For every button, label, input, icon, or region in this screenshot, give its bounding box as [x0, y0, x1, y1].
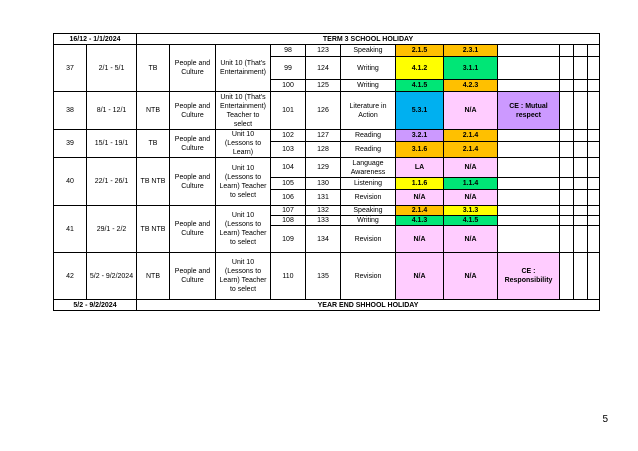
blank-cell: [588, 45, 600, 57]
page-number: 126: [306, 92, 341, 130]
blank-cell: [588, 130, 600, 142]
standard-complementary: 2.1.4: [444, 142, 498, 158]
lesson-number: 104: [271, 158, 306, 178]
page-number: 127: [306, 130, 341, 142]
standard-complementary: 1.1.4: [444, 178, 498, 190]
cross-curricular: [498, 216, 560, 226]
blank-cell: [574, 190, 588, 206]
blank-cell: [574, 57, 588, 80]
skill: Reading: [341, 130, 396, 142]
blank-cell: [574, 45, 588, 57]
standard-main: 5.3.1: [396, 92, 444, 130]
blank-cell: [560, 190, 574, 206]
blank-cell: [560, 158, 574, 178]
week-number: 39: [54, 130, 87, 158]
blank-cell: [560, 216, 574, 226]
unit: Unit 10 (Lessons to Learn) Teacher to select: [216, 206, 271, 253]
blank-cell: [560, 57, 574, 80]
week-date: 15/1 - 19/1: [87, 130, 137, 158]
week-number: 37: [54, 45, 87, 92]
blank-cell: [560, 226, 574, 253]
blank-cell: [574, 226, 588, 253]
cross-curricular: [498, 158, 560, 178]
lesson-number: 102: [271, 130, 306, 142]
book-type: NTB: [137, 253, 170, 300]
standard-complementary: 4.1.5: [444, 216, 498, 226]
table-row: [54, 253, 600, 300]
page-number: 130: [306, 178, 341, 190]
lesson-number: 99: [271, 57, 306, 80]
standard-main: 3.1.6: [396, 142, 444, 158]
unit: Unit 10 (Lessons to Learn) Teacher to select: [216, 158, 271, 206]
skill: Reading: [341, 142, 396, 158]
blank-cell: [574, 92, 588, 130]
skill: Listening: [341, 178, 396, 190]
cross-curricular: [498, 80, 560, 92]
standard-main: 2.1.4: [396, 206, 444, 216]
unit: Unit 10 (That's Entertainment): [216, 45, 271, 92]
lesson-number: 98: [271, 45, 306, 57]
standard-main: 4.1.3: [396, 216, 444, 226]
blank-cell: [588, 190, 600, 206]
week-date: 5/2 - 9/2/2024: [87, 253, 137, 300]
blank-cell: [560, 253, 574, 300]
blank-cell: [574, 158, 588, 178]
standard-main: LA: [396, 158, 444, 178]
blank-cell: [574, 253, 588, 300]
blank-cell: [588, 178, 600, 190]
holiday-label: YEAR END SHHOOL HOLIDAY: [137, 300, 600, 311]
book-type: TB: [137, 45, 170, 92]
theme: People and Culture: [170, 130, 216, 158]
page-number: 123: [306, 45, 341, 57]
standard-complementary: N/A: [444, 92, 498, 130]
blank-cell: [560, 80, 574, 92]
theme: People and Culture: [170, 206, 216, 253]
standard-complementary: 3.1.1: [444, 57, 498, 80]
blank-cell: [588, 206, 600, 216]
holiday-row-yearend: [54, 300, 600, 311]
page-number: 134: [306, 226, 341, 253]
table-row: [54, 92, 600, 130]
standard-complementary: 3.1.3: [444, 206, 498, 216]
blank-cell: [574, 130, 588, 142]
book-type: TB NTB: [137, 206, 170, 253]
standard-main: 4.1.5: [396, 80, 444, 92]
blank-cell: [588, 216, 600, 226]
theme: People and Culture: [170, 45, 216, 92]
week-date: 8/1 - 12/1: [87, 92, 137, 130]
skill: Writing: [341, 216, 396, 226]
blank-cell: [574, 142, 588, 158]
blank-cell: [560, 206, 574, 216]
skill: Revision: [341, 190, 396, 206]
lesson-number: 106: [271, 190, 306, 206]
week-number: 38: [54, 92, 87, 130]
standard-main: N/A: [396, 253, 444, 300]
lesson-number: 101: [271, 92, 306, 130]
standard-complementary: N/A: [444, 190, 498, 206]
week-number: 40: [54, 158, 87, 206]
page-number: 132: [306, 206, 341, 216]
blank-cell: [574, 178, 588, 190]
blank-cell: [574, 80, 588, 92]
skill: Revision: [341, 226, 396, 253]
blank-cell: [588, 92, 600, 130]
lesson-number: 100: [271, 80, 306, 92]
unit: Unit 10 (Lessons to Learn) Teacher to select: [216, 253, 271, 300]
page-number: 125: [306, 80, 341, 92]
theme: People and Culture: [170, 92, 216, 130]
table-row: [54, 158, 600, 178]
lesson-number: 103: [271, 142, 306, 158]
unit: Unit 10 (That's Entertainment) Teacher to select: [216, 92, 271, 130]
page-number: 133: [306, 216, 341, 226]
page-number-footer: 5: [602, 414, 608, 425]
page-number: 128: [306, 142, 341, 158]
cross-curricular: CE : Responsibility: [498, 253, 560, 300]
blank-cell: [588, 253, 600, 300]
theme: People and Culture: [170, 253, 216, 300]
blank-cell: [588, 158, 600, 178]
standard-complementary: 2.1.4: [444, 130, 498, 142]
book-type: NTB: [137, 92, 170, 130]
page-number: 131: [306, 190, 341, 206]
unit: Unit 10 (Lessons to Learn): [216, 130, 271, 158]
blank-cell: [560, 178, 574, 190]
standard-main: N/A: [396, 190, 444, 206]
blank-cell: [588, 142, 600, 158]
week-date: 2/1 - 5/1: [87, 45, 137, 92]
standard-main: 2.1.5: [396, 45, 444, 57]
blank-cell: [560, 45, 574, 57]
skill: Revision: [341, 253, 396, 300]
cross-curricular: [498, 206, 560, 216]
cross-curricular: [498, 130, 560, 142]
holiday-label: TERM 3 SCHOOL HOLIDAY: [137, 34, 600, 45]
lesson-number: 107: [271, 206, 306, 216]
week-date: 29/1 - 2/2: [87, 206, 137, 253]
lesson-number: 109: [271, 226, 306, 253]
standard-main: 4.1.2: [396, 57, 444, 80]
week-date: 22/1 - 26/1: [87, 158, 137, 206]
holiday-row-term3: [54, 34, 600, 45]
book-type: TB: [137, 130, 170, 158]
blank-cell: [560, 92, 574, 130]
blank-cell: [588, 80, 600, 92]
cross-curricular: [498, 178, 560, 190]
holiday-date: 16/12 - 1/1/2024: [54, 34, 137, 45]
lesson-number: 108: [271, 216, 306, 226]
standard-main: N/A: [396, 226, 444, 253]
page-number: 135: [306, 253, 341, 300]
standard-complementary: N/A: [444, 253, 498, 300]
lesson-number: 105: [271, 178, 306, 190]
page-number: 129: [306, 158, 341, 178]
skill: Speaking: [341, 45, 396, 57]
blank-cell: [588, 57, 600, 80]
cross-curricular: [498, 142, 560, 158]
skill: Writing: [341, 57, 396, 80]
cross-curricular: CE : Mutual respect: [498, 92, 560, 130]
blank-cell: [574, 206, 588, 216]
blank-cell: [560, 130, 574, 142]
skill: Writing: [341, 80, 396, 92]
holiday-date: 5/2 - 9/2/2024: [54, 300, 137, 311]
standard-main: 1.1.6: [396, 178, 444, 190]
book-type: TB NTB: [137, 158, 170, 206]
cross-curricular: [498, 45, 560, 57]
week-number: 42: [54, 253, 87, 300]
cross-curricular: [498, 226, 560, 253]
standard-complementary: 4.2.3: [444, 80, 498, 92]
week-number: 41: [54, 206, 87, 253]
table-row: [54, 45, 600, 57]
standard-complementary: N/A: [444, 226, 498, 253]
table-row: [54, 130, 600, 142]
table-row: [54, 206, 600, 216]
standard-main: 3.2.1: [396, 130, 444, 142]
cross-curricular: [498, 57, 560, 80]
standard-complementary: 2.3.1: [444, 45, 498, 57]
blank-cell: [574, 216, 588, 226]
skill: Speaking: [341, 206, 396, 216]
blank-cell: [560, 142, 574, 158]
blank-cell: [588, 226, 600, 253]
theme: People and Culture: [170, 158, 216, 206]
lesson-number: 110: [271, 253, 306, 300]
page-number: 124: [306, 57, 341, 80]
skill: Literature in Action: [341, 92, 396, 130]
cross-curricular: [498, 190, 560, 206]
skill: Language Awareness: [341, 158, 396, 178]
standard-complementary: N/A: [444, 158, 498, 178]
lesson-plan-table: [53, 33, 600, 311]
